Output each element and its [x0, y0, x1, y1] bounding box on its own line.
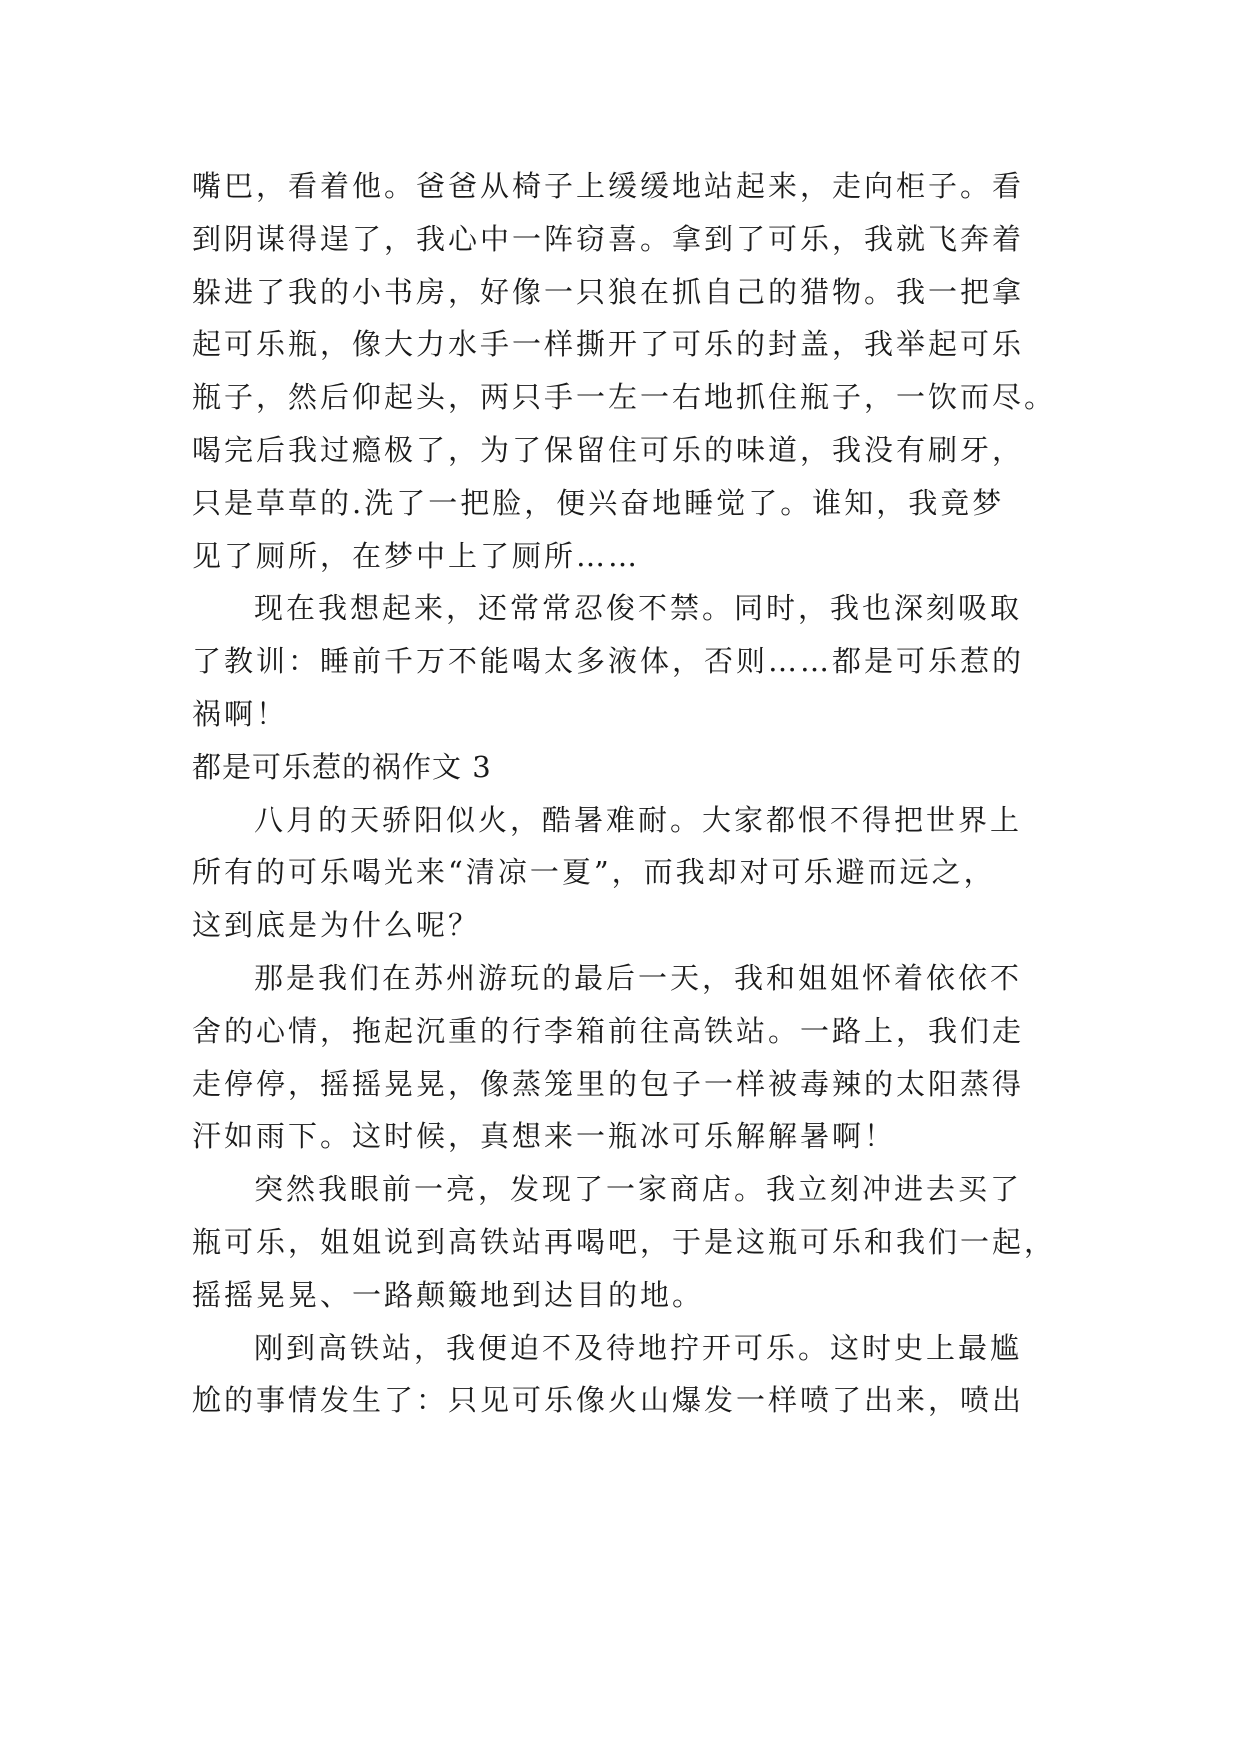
- text-line: 到阴谋得逞了，我心中一阵窃喜。拿到了可乐，我就飞奔着: [192, 221, 1025, 256]
- text-line: 尬的事情发生了：只见可乐像火山爆发一样喷了出来，喷出: [192, 1383, 1025, 1418]
- text-line: 喝完后我过瘾极了，为了保留住可乐的味道，我没有刷牙，: [192, 432, 1025, 467]
- paragraph-first-line: 那是我们在苏州游玩的最后一天，我和姐姐怀着依依不: [254, 960, 1023, 995]
- text-line: 走停停，摇摇晃晃，像蒸笼里的包子一样被毒辣的太阳蒸得: [192, 1066, 1025, 1101]
- text-line: 汗如雨下。这时候，真想来一瓶冰可乐解解暑啊！: [192, 1119, 897, 1154]
- text-line: 躲进了我的小书房，好像一只狼在抓自己的猎物。我一把拿: [192, 274, 1025, 309]
- text-line: 瓶子，然后仰起头，两只手一左一右地抓住瓶子，一饮而尽。: [192, 380, 1057, 415]
- document-body: [192, 160, 1060, 1427]
- text-line: 了教训：睡前千万不能喝太多液体，否则……都是可乐惹的: [192, 644, 1025, 679]
- text-line: 嘴巴，看着他。爸爸从椅子上缓缓地站起来，走向柜子。看: [192, 169, 1025, 203]
- text-line: 见了厕所，在梦中上了厕所……: [192, 538, 641, 573]
- text-line: 只是草草的.洗了一把脸，便兴奋地睡觉了。谁知，我竟梦: [192, 485, 1005, 520]
- text-line: 这到底是为什么呢？: [192, 908, 481, 943]
- paragraph-first-line: 突然我眼前一亮，发现了一家商店。我立刻冲进去买了: [254, 1172, 1023, 1207]
- paragraph-first-line: 现在我想起来，还常常忍俊不禁。同时，我也深刻吸取: [254, 591, 1023, 626]
- paragraph-first-line: 八月的天骄阳似火，酷暑难耐。大家都恨不得把世界上: [254, 802, 1023, 837]
- text-line: 舍的心情，拖起沉重的行李箱前往高铁站。一路上，我们走: [192, 1013, 1025, 1048]
- text-line: 瓶可乐，姐姐说到高铁站再喝吧，于是这瓶可乐和我们一起，: [192, 1224, 1057, 1259]
- text-line: 所有的可乐喝光来“清凉一夏”，而我却对可乐避而远之，: [192, 855, 996, 890]
- text-line: 起可乐瓶，像大力水手一样撕开了可乐的封盖，我举起可乐: [192, 327, 1025, 362]
- section-heading: 都是可乐惹的祸作文 3: [192, 749, 492, 784]
- paragraph-first-line: 刚到高铁站，我便迫不及待地拧开可乐。这时史上最尴: [254, 1330, 1023, 1365]
- text-line: 摇摇晃晃、一路颠簸地到达目的地。: [192, 1277, 705, 1312]
- text-line: 祸啊！: [192, 696, 289, 731]
